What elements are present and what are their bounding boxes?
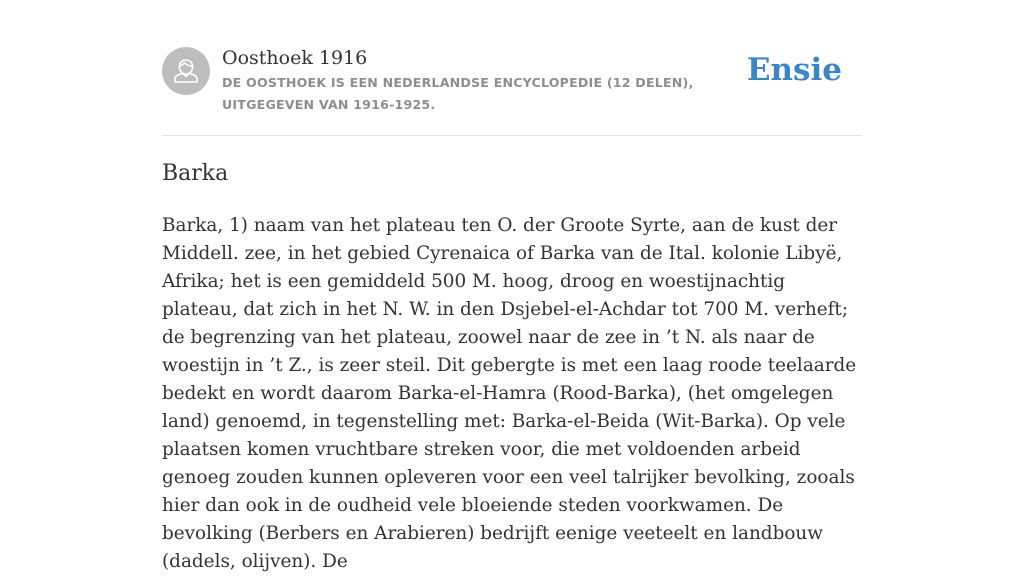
source-title[interactable]: Oosthoek 1916 <box>222 47 368 69</box>
source-header <box>162 46 862 116</box>
header-divider <box>162 135 862 136</box>
ensie-logo-link[interactable]: Ensie <box>746 52 842 88</box>
source-description: DE OOSTHOEK IS EEN NEDERLANDSE ENCYCLOPEDIE (12 DELEN), UITGEGEVEN VAN 1916-1925. <box>222 75 694 112</box>
user-avatar-icon[interactable] <box>162 47 210 95</box>
entry-body: Barka, 1) naam van het plateau ten O. der Groote Syrte, aan de kust der Middell. zee, in het gebied Cyrenaica of Barka van de Ital. kolonie Libyë, Afrika; het is een gemiddeld 500 M. hoog, droog en woestijnachtig plateau, dat zich in het N. W. in den Dsjebel-el-Achdar tot 700 M. verheft; de begrenzing van het plateau, zoowel naar de zee in ’t N. als naar de woestijn in ’t Z., is zeer steil. Dit gebergte is met een laag roode teelaarde bedekt en wordt daarom Barka-el-Hamra (Rood-Barka), (het omgelegen land) genoemd, in tegenstelling met: Barka-el-Beida (Wit-Barka). Op vele plaatsen komen vruchtbare streken voor, die met voldoenden arbeid genoeg zouden kunnen opleveren voor een veel talrijker bevolking, zooals hier dan ook in de oudheid vele bloeiende steden voorkwamen. De bevolking (Berbers en Arabieren) bedrijft eenige veeteelt en landbouw (dadels, olijven). De <box>162 215 857 572</box>
user-silhouette-icon <box>162 47 210 95</box>
entry-title: Barka <box>162 161 229 186</box>
